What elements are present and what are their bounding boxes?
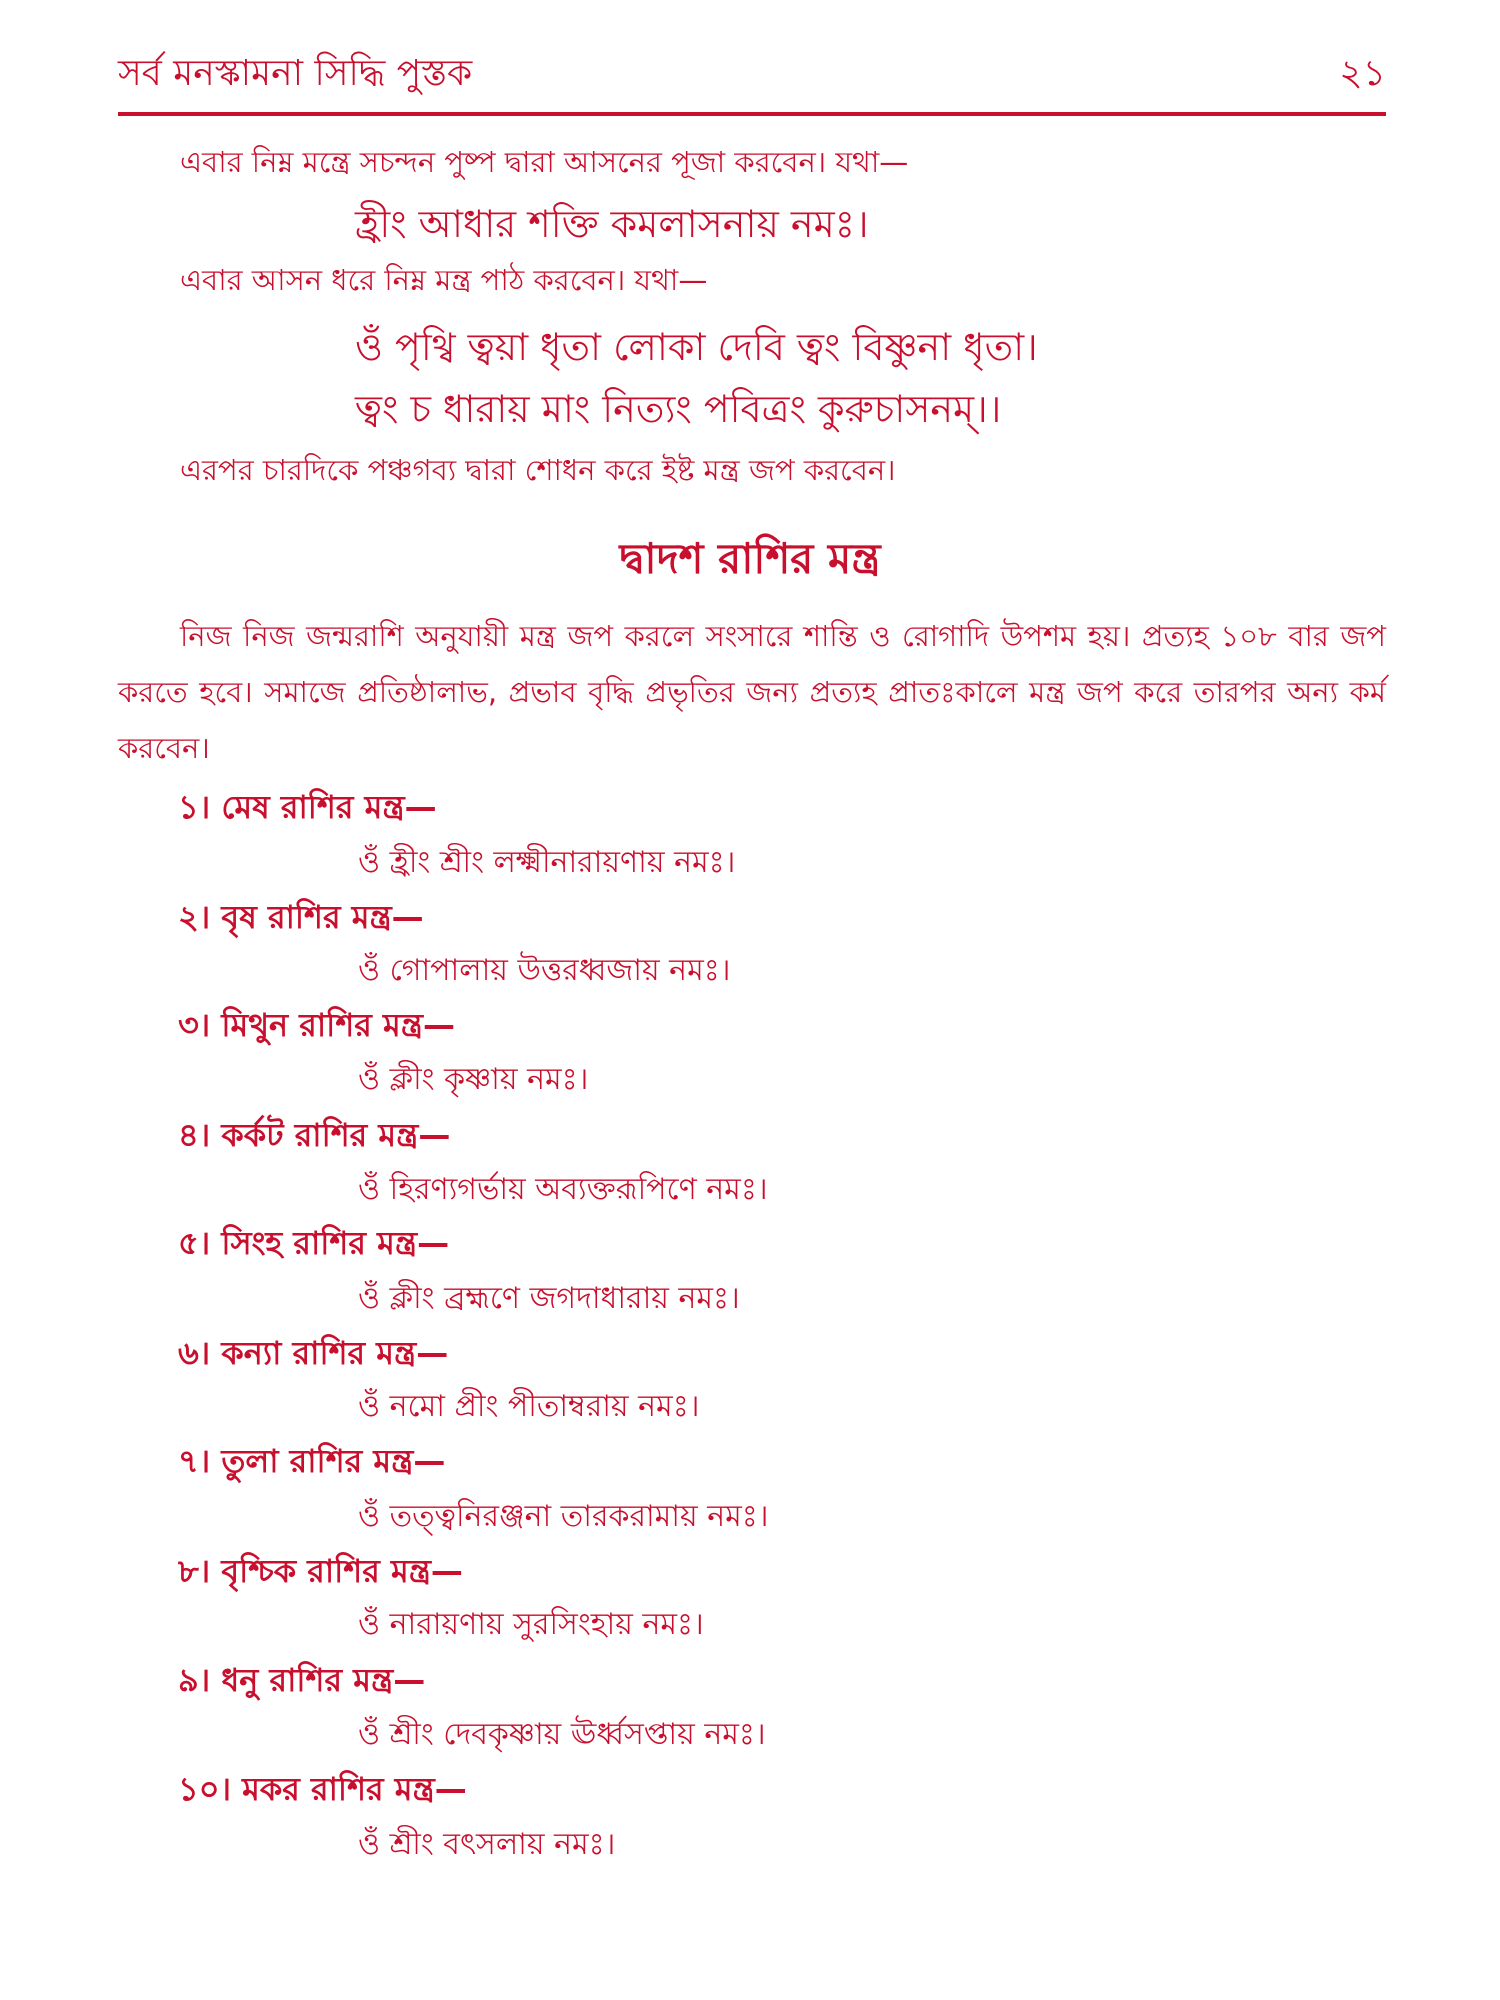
rashi-item-title: ২। বৃষ রাশির মন্ত্র— bbox=[178, 898, 424, 936]
page-header bbox=[118, 44, 1386, 104]
rashi-item-title: ৯। ধনু রাশির মন্ত্র— bbox=[178, 1661, 426, 1699]
rashi-item-title: ৬। কন্যা রাশির মন্ত্র— bbox=[178, 1334, 449, 1372]
asana-mantra-line-1: ওঁ পৃথ্বি ত্বয়া ধৃতা লোকা দেবি ত্বং বিষ্ণুনা ধৃতা। bbox=[355, 325, 1038, 369]
rashi-item-mantra: ওঁ নমো প্রীং পীতাম্বরায় নমঃ। bbox=[358, 1389, 700, 1424]
instruction-line-3: এরপর চারদিকে পঞ্চগব্য দ্বারা শোধন করে ইষ্ট মন্ত্র জপ করবেন। bbox=[180, 453, 896, 487]
rashi-item-mantra: ওঁ তত্ত্বনিরঞ্জনা তারকরামায় নমঃ। bbox=[358, 1499, 769, 1534]
instruction-line-1: এবার নিম্ন মন্ত্রে সচন্দন পুষ্প দ্বারা আসনের পূজা করবেন। যথা— bbox=[180, 145, 909, 179]
rashi-item-title: ৮। বৃশ্চিক রাশির মন্ত্র— bbox=[178, 1552, 463, 1590]
rashi-item-mantra: ওঁ গোপালায় উত্তরধ্বজায় নমঃ। bbox=[358, 953, 731, 988]
asana-mantra-line-2: ত্বং চ ধারায় মাং নিত্যং পবিত্রং কুরুচাসনম্।। bbox=[355, 387, 1002, 431]
rashi-item-mantra: ওঁ হ্রীং শ্রীং লক্ষ্মীনারায়ণায় নমঃ। bbox=[358, 845, 736, 880]
rashi-item-title: ১০। মকর রাশির মন্ত্র— bbox=[178, 1770, 467, 1808]
book-title: সর্ব মনস্কামনা সিদ্ধি পুস্তক bbox=[118, 53, 473, 94]
section-paragraph: নিজ নিজ জন্মরাশি অনুযায়ী মন্ত্র জপ করলে সংসারে শান্তি ও রোগাদি উপশম হয়। প্রত্যহ ১০৮ বার জপ করতে হবে। সমাজে প্রতিষ্ঠালাভ, প্রভাব বৃদ্ধি প্রভৃতির জন্য প্রত্যহ প্রাতঃকালে মন্ত্র জপ করে তারপর অন্য কর্ম করবেন। bbox=[118, 619, 1386, 765]
asana-puja-mantra: হ্রীং আধার শক্তি কমলাসনায় নমঃ। bbox=[355, 202, 869, 246]
rashi-item-mantra: ওঁ নারায়ণায় সুরসিংহায় নমঃ। bbox=[358, 1607, 704, 1642]
rashi-item-title: ৭। তুলা রাশির মন্ত্র— bbox=[178, 1442, 446, 1480]
header-divider bbox=[118, 112, 1386, 116]
rashi-item-mantra: ওঁ ক্লীং কৃষ্ণায় নমঃ। bbox=[358, 1062, 589, 1097]
rashi-item-title: ১। মেষ রাশির মন্ত্র— bbox=[178, 788, 437, 826]
rashi-item-title: ৪। কর্কট রাশির মন্ত্র— bbox=[178, 1116, 451, 1154]
section-heading: দ্বাদশ রাশির মন্ত্র bbox=[619, 534, 881, 583]
page-number: ২১ bbox=[1339, 53, 1386, 94]
rashi-item-mantra: ওঁ শ্রীং দেবকৃষ্ণায় ঊর্ধ্বসপ্তায় নমঃ। bbox=[358, 1717, 766, 1752]
rashi-item-mantra: ওঁ শ্রীং বৎসলায় নমঃ। bbox=[358, 1827, 616, 1862]
rashi-item-title: ৫। সিংহ রাশির মন্ত্র— bbox=[178, 1224, 450, 1262]
rashi-item-title: ৩। মিথুন রাশির মন্ত্র— bbox=[178, 1006, 455, 1044]
instruction-line-2: এবার আসন ধরে নিম্ন মন্ত্র পাঠ করবেন। যথা— bbox=[180, 263, 708, 297]
rashi-item-mantra: ওঁ হিরণ্যগর্ভায় অব্যক্তরূপিণে নমঃ। bbox=[358, 1172, 768, 1207]
rashi-item-mantra: ওঁ ক্লীং ব্রহ্মণে জগদাধারায় নমঃ। bbox=[358, 1281, 740, 1316]
